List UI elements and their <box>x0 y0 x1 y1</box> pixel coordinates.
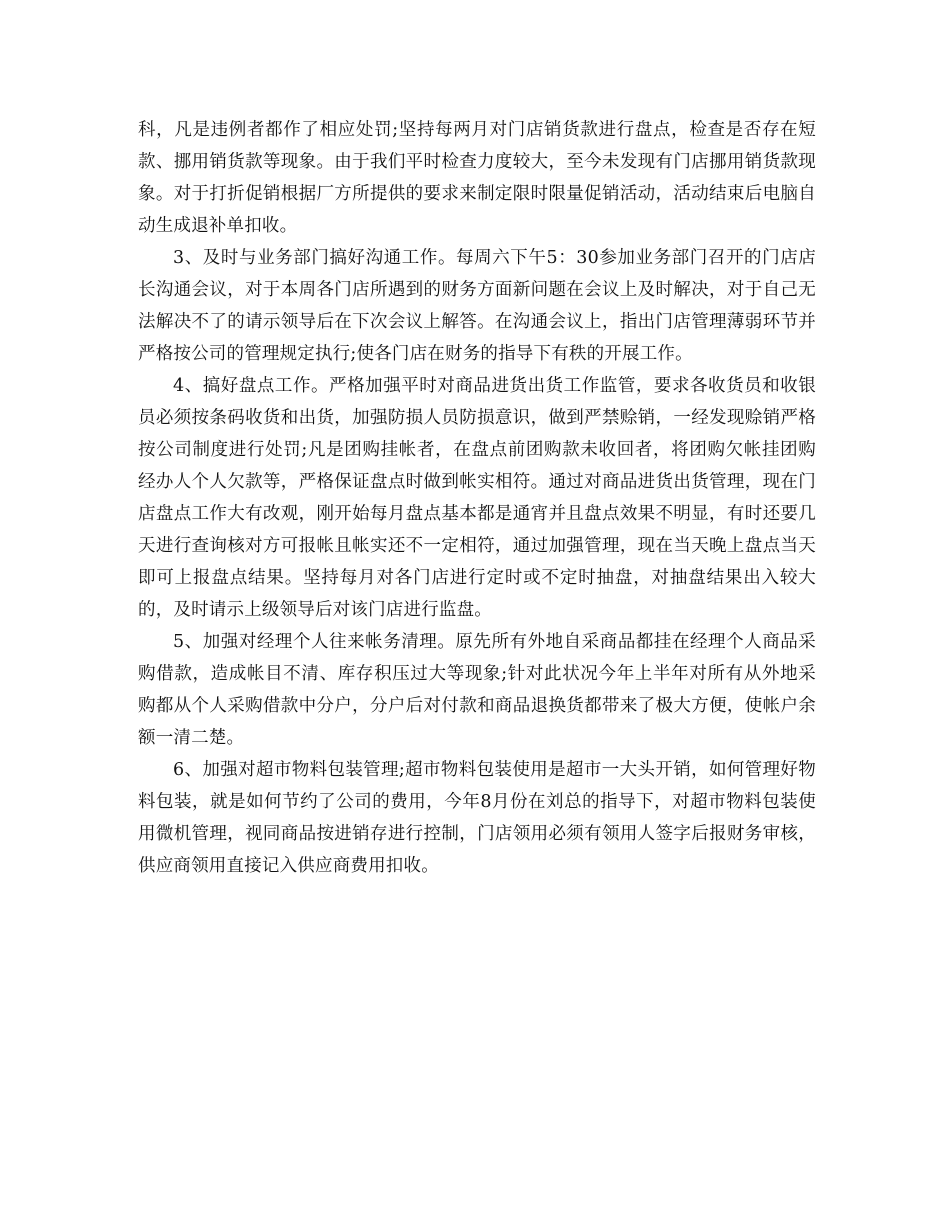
paragraph-item-3: 3、及时与业务部门搞好沟通工作。每周六下午5：30参加业务部门召开的门店店长沟通会议，对于本周各门店所遇到的财务方面新问题在会议上及时解决，对于自己无法解决不了的请示领导后在下次会议上解答。在沟通会议上，指出门店管理薄弱环节并严格按公司的管理规定执行;使各门店在财务的指导下有秩的开展工作。 <box>138 248 816 364</box>
paragraph-item-4: 4、搞好盘点工作。严格加强平时对商品进货出货工作监管，要求各收货员和收银员必须按条码收货和出货，加强防损人员防损意识，做到严禁赊销，一经发现赊销严格按公司制度进行处罚;凡是团购挂帐者，在盘点前团购款未收回者，将团购欠帐挂团购经办人个人欠款等，严格保证盘点时做到帐实相符。通过对商品进货出货管理，现在门店盘点工作大有改观，刚开始每月盘点基本都是通宵并且盘点效果不明显，有时还要几天进行查询核对方可报帐且帐实还不一定相符，通过加强管理，现在当天晚上盘点当天即可上报盘点结果。坚持每月对各门店进行定时或不定时抽盘，对抽盘结果出入较大的，及时请示上级领导后对该门店进行监盘。 <box>138 376 816 620</box>
document-body <box>138 114 816 882</box>
paragraph-item-6: 6、加强对超市物料包装管理;超市物料包装使用是超市一大头开销，如何管理好物料包装，就是如何节约了公司的费用，今年8月份在刘总的指导下，对超市物料包装使用微机管理，视同商品按进销存进行控制，门店领用必须有领用人签字后报财务审核，供应商领用直接记入供应商费用扣收。 <box>138 760 816 876</box>
paragraph-continuation: 科，凡是违例者都作了相应处罚;坚持每两月对门店销货款进行盘点，检查是否存在短款、挪用销货款等现象。由于我们平时检查力度较大，至今未发现有门店挪用销货款现象。对于打折促销根据厂方所提供的要求来制定限时限量促销活动，活动结束后电脑自动生成退补单扣收。 <box>138 120 816 236</box>
paragraph-item-5: 5、加强对经理个人往来帐务清理。原先所有外地自采商品都挂在经理个人商品采购借款，造成帐目不清、库存积压过大等现象;针对此状况今年上半年对所有从外地采购都从个人采购借款中分户，分户后对付款和商品退换货都带来了极大方便，使帐户余额一清二楚。 <box>138 632 816 748</box>
